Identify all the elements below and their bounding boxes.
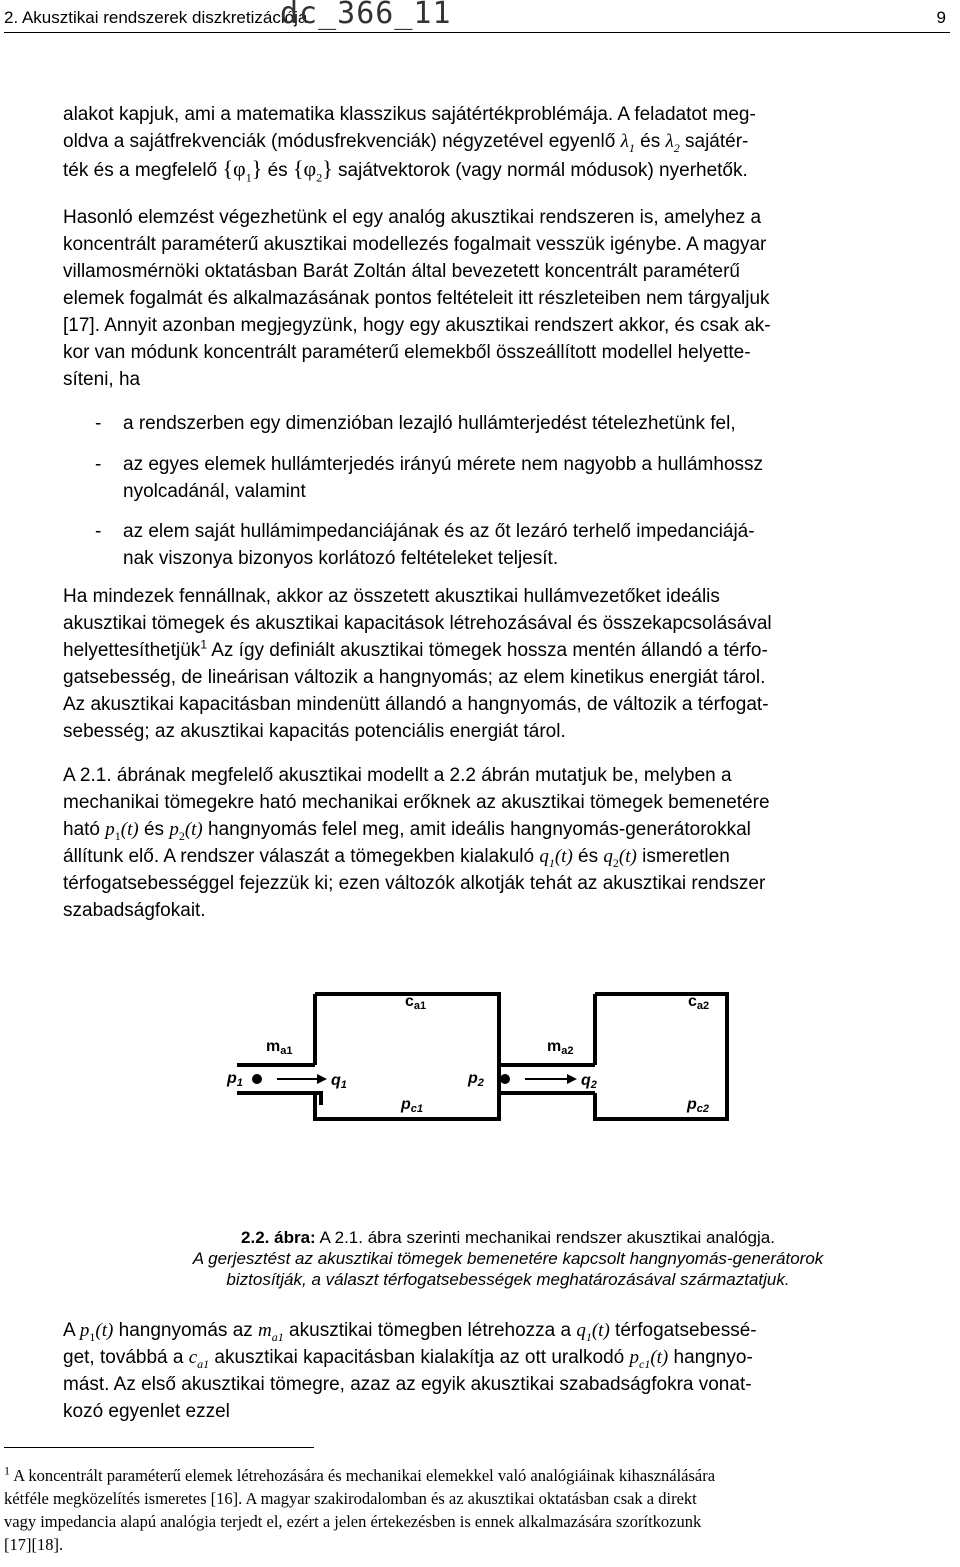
document-id-watermark: dc_366_11 [280, 0, 452, 31]
footnote: $^1$ A koncentrált paraméterű elemek létrehozására és mechanikai elemekkel való analógiáinak kihasználására kétféle megközelítés ismeretes [16]. A magyar szakirodalomban és az akusztikai oktatásban csak a direkt vagy impedancia alapú analógia terjedt el, ezért a jelen értekezésben is ennek alkalmazására szorítkozunk [17][18]. [4, 1463, 716, 1554]
paragraph-4: A 2.1. ábrának megfelelő akusztikai modellt a 2.2 ábrán mutatjuk be, melyben a mechanikai tömegekre ható mechanikai erőknek az akusztikai tömegek bemenetére ható $p_1(t)$ és $p_2(t)$ hangnyomás felel meg, amit ideális hangnyomás-generátorokkal állítunk elő. A rendszer válaszát a tömegekben kialakuló $q_1(t)$ és $q_2(t)$ ismeretlen térfogatsebességgel fejezzük ki; ezen változók alkotják tehát az akusztikai rendszer szabadságfokait. [63, 765, 770, 921]
label-p1: p1 [227, 1070, 243, 1089]
text-line: oldva a sajátfrekvenciák (módusfrekvenciák) négyzetével egyenlő $\lambda_1$ és $\lambda_2$ sajátér- [63, 131, 749, 155]
text-line: alakot kapjuk, ami a matematika klasszikus sajátértékproblémája. A feladatot meg- [63, 104, 756, 125]
paragraph-1 [63, 101, 953, 184]
paragraph-2 [63, 204, 953, 393]
footnote-mark: 1 [4, 1463, 10, 1478]
text-line: villamosmérnöki oktatásban Barát Zoltán által bevezetett koncentrált paraméterű [63, 261, 740, 282]
arrow-head-2 [567, 1074, 577, 1084]
label-ca2: ca2 [688, 993, 710, 1012]
source-dot-2 [500, 1074, 510, 1084]
label-ma2: ma2 [547, 1038, 574, 1057]
lambda-symbol: λ [620, 131, 629, 152]
label-p2: p2 [468, 1070, 484, 1089]
page-number: 9 [936, 8, 946, 27]
arrow-head-1 [317, 1074, 327, 1084]
chapter-title: 2. Akusztikai rendszerek diszkretizációja [4, 8, 308, 27]
text-line: síteni, ha [63, 369, 141, 390]
text-line: [17]. Annyit azonban megjegyzünk, hogy egy akusztikai rendszert akkor, és csak ak- [63, 315, 771, 336]
paragraph-3: Ha mindezek fennállnak, akkor az összetett akusztikai hullámvezetőket ideális akusztikai tömegek és akusztikai kapacitások létrehozásával és összekapcsolásával helyettesíthetjük$^1$ Az így definiált akusztikai tömegek hossza mentén állandó a térfo- gatsebesség, de lineárisan változik a hangnyomás; az elem kinetikus energiát tárol. Az akusztikai kapacitásban mindenütt állandó a hangnyomás, de változik a térfogat- sebesség; az akusztikai kapacitás potenciális energiát tárol. [63, 586, 772, 742]
capacitor-2-outline [595, 994, 727, 1119]
text-line: ték és a megfelelő $\{\varphi_1\}$ és $\{\varphi_2\}$ sajátvektorok (vagy normál módusok) nyerhetők. [63, 156, 748, 185]
text-line: Hasonló elemzést végezhetünk el egy analóg akusztikai rendszeren is, amelyhez a [63, 207, 762, 228]
figure-caption: 2.2. ábra: A 2.1. ábra szerinti mechanikai rendszer akusztikai analógja. A gerjesztést az akusztikai tömegek bemenetére kapcsolt hangnyomás-generátorok biztosítják, a választ térfogatsebességek meghatározásával származtatjuk. [192, 1228, 824, 1289]
label-ca1: ca1 [405, 993, 427, 1012]
acoustic-analogy-diagram [215, 985, 735, 1185]
label-pc2: pc2 [687, 1096, 710, 1115]
footnote-divider [4, 1447, 314, 1448]
label-pc1: pc1 [401, 1096, 424, 1115]
text-line: kor van módunk koncentrált paraméterű elemekből összeállított modellel helyette- [63, 342, 751, 363]
label-q1: q1 [331, 1072, 347, 1091]
source-dot-1 [252, 1074, 262, 1084]
label-q2: q2 [581, 1072, 597, 1091]
label-ma1: ma1 [266, 1038, 293, 1057]
paragraph-5: A $p_1(t)$ hangnyomás az $m_{a1}$ akusztikai tömegben létrehozza a $q_1(t)$ térfogatsebessé- get, továbbá a $c_{a1}$ akusztikai kapacitásban kialakítja az ott uralkodó $p_{c1}(t)$ hangnyo- mást. Az első akusztikai tömegre, azaz az egyik akusztikai szabadságfokra vonat- kozó egyenlet ezzel [63, 1320, 757, 1422]
lambda-symbol: λ [665, 131, 674, 152]
footnote-ref: 1 [200, 637, 207, 652]
text-line: koncentrált paraméterű akusztikai modellezés fogalmait vesszük igénybe. A magyar [63, 234, 767, 255]
page-header [4, 0, 950, 33]
text-line: elemek fogalmát és alkalmazásának pontos feltételeit itt részleteiben nem tárgyaljuk [63, 288, 770, 309]
